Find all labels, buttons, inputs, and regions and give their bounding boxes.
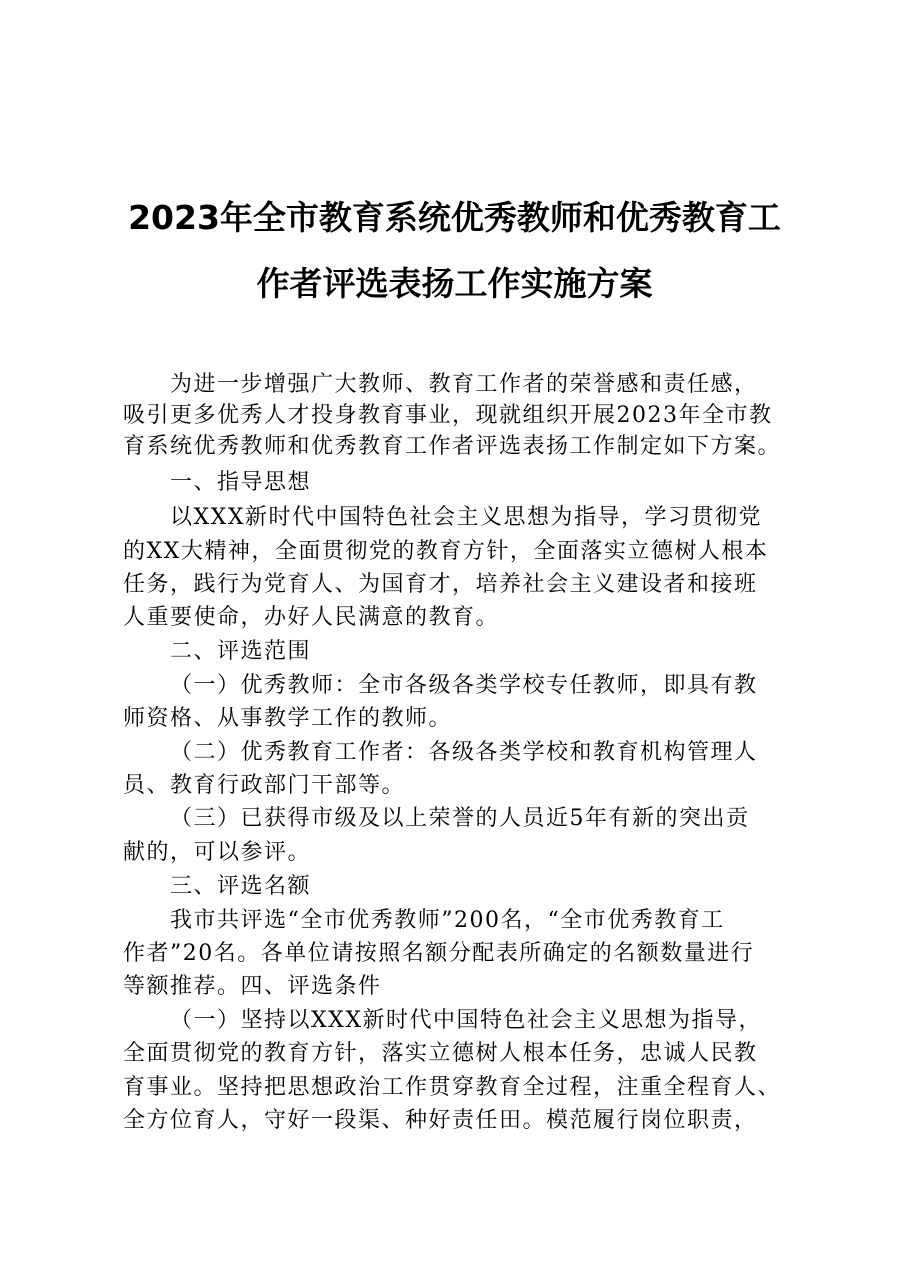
section-heading: 二、评选范围 <box>170 639 312 664</box>
paragraph-line: 师资格、从事教学工作的教师。 <box>123 706 453 731</box>
paragraph-line: 为进一步增强广大教师、教育工作者的荣誉感和责任感， <box>170 372 758 397</box>
section-heading: 三、评选名额 <box>170 874 312 899</box>
paragraph-line: （一）优秀教师：全市各级各类学校专任教师，即具有教 <box>170 673 758 698</box>
paragraph-line: 育事业。坚持把思想政治工作贯穿教育全过程，注重全程育人、 <box>123 1075 782 1100</box>
paragraph-line: 作者”20名。各单位请按照名额分配表所确定的名额数量进行 <box>123 941 755 966</box>
paragraph-line: 人重要使命，办好人民满意的教育。 <box>123 605 500 630</box>
paragraph-line: 献的，可以参评。 <box>123 840 312 865</box>
section-heading: 一、指导思想 <box>170 470 312 495</box>
paragraph-line: 我市共评选“全市优秀教师”200名，“全市优秀教育工 <box>170 908 725 933</box>
paragraph-line: （三）已获得市级及以上荣誉的人员近5年有新的突出贡 <box>170 806 750 831</box>
paragraph-line: 以XXX新时代中国特色社会主义思想为指导，学习贯彻党 <box>170 505 762 530</box>
paragraph-line: 员、教育行政部门干部等。 <box>123 773 406 798</box>
paragraph-line: 吸引更多优秀人才投身教育事业，现就组织开展2023年全市教 <box>123 403 773 428</box>
document-title-line-1: 2023年全市教育系统优秀教师和优秀教育工 <box>128 198 781 237</box>
paragraph-line: （二）优秀教育工作者：各级各类学校和教育机构管理人 <box>170 740 758 765</box>
paragraph-line: 全面贯彻党的教育方针，落实立德树人根本任务，忠诚人民教 <box>123 1041 758 1066</box>
paragraph-line: 育系统优秀教师和优秀教育工作者评选表扬工作制定如下方案。 <box>123 434 782 459</box>
document-title-line-2: 作者评选表扬工作实施方案 <box>256 264 653 303</box>
paragraph-line: 任务，践行为党育人、为国育才，培养社会主义建设者和接班 <box>123 572 758 597</box>
paragraph-line: （一）坚持以XXX新时代中国特色社会主义思想为指导， <box>170 1008 762 1033</box>
paragraph-line: 等额推荐。四、评选条件 <box>123 974 382 999</box>
paragraph-line: 全方位育人，守好一段渠、种好责任田。模范履行岗位职责， <box>123 1108 758 1133</box>
paragraph-line: 的XX大精神，全面贯彻党的教育方针，全面落实立德树人根本 <box>123 539 769 564</box>
